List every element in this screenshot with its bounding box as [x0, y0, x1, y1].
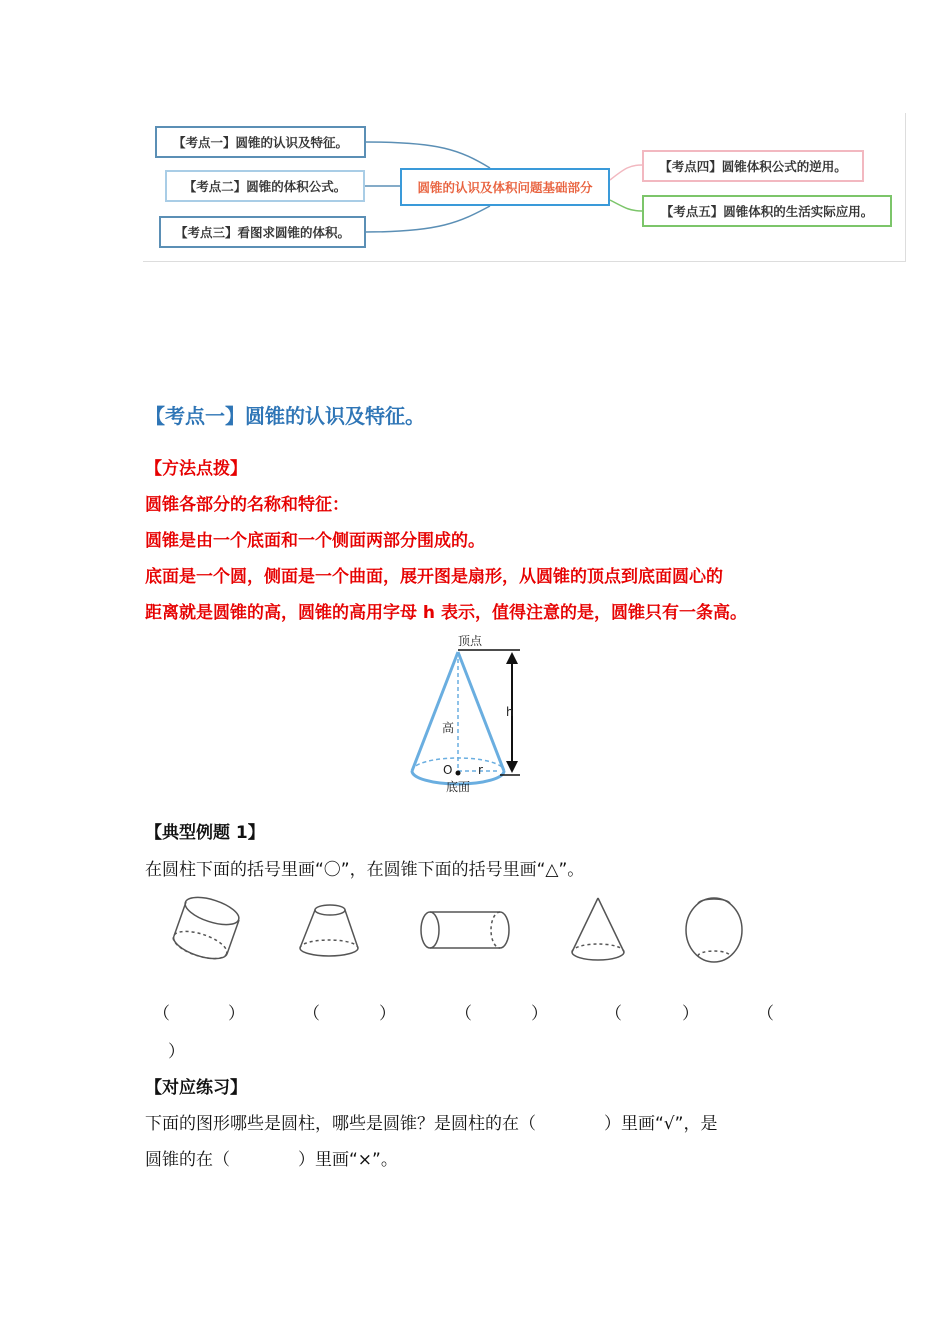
mindmap-node-kaodian5: 【考点五】圆锥体积的生活实际应用。 — [642, 195, 892, 227]
practice-heading: 【对应练习】 — [145, 1078, 247, 1098]
mindmap-node-kaodian4: 【考点四】圆锥体积公式的逆用。 — [642, 150, 864, 182]
mindmap-node-kaodian2: 【考点二】圆锥的体积公式。 — [165, 170, 365, 202]
tilted-cylinder-icon — [170, 892, 242, 964]
bracket-close-1: ） — [228, 1004, 245, 1024]
bracket-open-2: （ — [303, 1004, 320, 1024]
bracket-open-1: （ — [153, 1004, 170, 1024]
shapes-row — [160, 890, 780, 970]
mindmap-node-kaodian3: 【考点三】看图求圆锥的体积。 — [159, 216, 366, 248]
mindmap-center-node: 圆锥的认识及体积问题基础部分 — [400, 168, 610, 206]
mindmap-node-kaodian1: 【考点一】圆锥的认识及特征。 — [155, 126, 366, 158]
label-apex: 顶点 — [458, 634, 483, 648]
cone-diagram — [400, 628, 540, 798]
method-line-2: 圆锥是由一个底面和一个侧面两部分围成的。 — [145, 531, 485, 551]
example-heading: 【典型例题 1】 — [145, 823, 265, 843]
method-line-1: 圆锥各部分的名称和特征： — [145, 495, 349, 515]
section-title: 【考点一】圆锥的认识及特征。 — [145, 404, 425, 428]
method-line-4: 距离就是圆锥的高，圆锥的高用字母 h 表示，值得注意的是，圆锥只有一条高。 — [145, 603, 747, 623]
label-o: O — [443, 763, 453, 777]
label-height: 高 — [442, 721, 455, 735]
example-question: 在圆柱下面的括号里画“〇”，在圆锥下面的括号里画“△”。 — [145, 860, 585, 880]
label-r: r — [478, 763, 483, 777]
label-h: h — [506, 705, 514, 719]
sphere-like-icon — [686, 898, 742, 962]
bracket-open-5: （ — [757, 1004, 774, 1024]
bracket-close-2: ） — [379, 1004, 396, 1024]
frustum-icon — [300, 905, 358, 956]
practice-line-2: 圆锥的在（ ）里画“×”。 — [145, 1150, 398, 1170]
bracket-close-5: ） — [168, 1042, 185, 1062]
bracket-open-4: （ — [605, 1004, 622, 1024]
method-line-3: 底面是一个圆，侧面是一个曲面，展开图是扇形，从圆锥的顶点到底面圆心的 — [145, 567, 723, 587]
bracket-open-3: （ — [455, 1004, 472, 1024]
label-base: 底面 — [446, 780, 471, 794]
practice-line-1: 下面的图形哪些是圆柱，哪些是圆锥？是圆柱的在（ ）里画“√”，是 — [145, 1114, 718, 1134]
method-heading: 【方法点拨】 — [145, 459, 247, 479]
cone-icon — [572, 898, 624, 960]
bracket-close-4: ） — [682, 1004, 699, 1024]
horizontal-cylinder-icon — [421, 912, 509, 948]
bracket-close-3: ） — [531, 1004, 548, 1024]
